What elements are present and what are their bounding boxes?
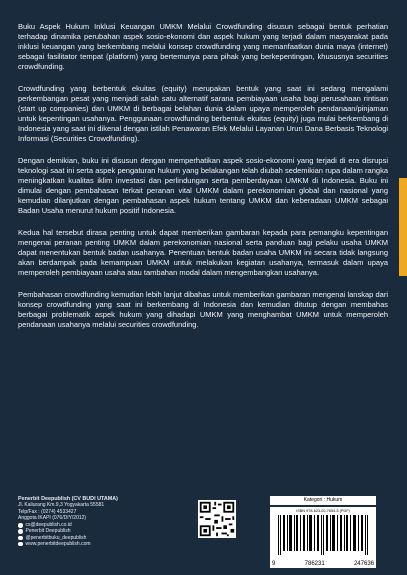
paragraph-2: Crowdfunding yang berbentuk ekuitas (equity) merupakan bentuk yang saat ini sedang mengalami perkembangan pesat yang menjadi salah satu alternatif sarana pembiayaan usaha bagi perusahaan rintisan (start up companies) dan UMKM di berbagai belahan dunia dalam upaya memperoleh pendanaan/pinjaman untuk kepentingan usahanya. Penggunaan crowdfunding berbentuk ekuitas (equity) juga mulai berkembang di Indonesia yang saat ini dikenal dengan istilah Penawaran Efek Melalui Layanan Urun Dana Berbasis Teknologi Informasi (Securities Crowdfunding).	[18, 84, 388, 143]
publisher-address: Jl. Kaliurang Km.9,3 Yogyakarta 55581	[18, 502, 105, 509]
web-icon	[18, 542, 23, 547]
social-email[interactable]: cs@deepublish.co.id	[18, 522, 168, 528]
publisher-member: Anggota IKAPI (076/DIY/2012)	[18, 514, 87, 521]
publisher-info	[18, 496, 168, 547]
instagram-icon	[18, 536, 23, 541]
isbn-text: ISBN 978-623-02-7654-5 (PDF)	[296, 509, 350, 513]
paragraph-4: Kedua hal tersebut dirasa penting untuk dapat memberikan gambaran kepada para pemangku kepentingan mengenai peranan penting UMKM dalam perekonomian nasional serta panduan bagi pelaku usaha UMKM dapat menentukan bentuk badan usahanya. Penentuan bentuk badan usaha UMKM ini secara tidak langsung akan berdampak pada kemampuan UMKM untuk melakukan kegiatan usahanya, termasuk dalam upaya memperoleh pembiayaan usaha atau tambahan modal dalam mengembangkan usahanya.	[18, 228, 388, 277]
back-cover-text	[18, 22, 388, 342]
social-facebook[interactable]: Penerbit Deepublish	[18, 528, 168, 534]
social-list	[18, 522, 168, 547]
social-web[interactable]: www.penerbitdeepublish.com	[18, 541, 168, 547]
social-instagram[interactable]: @penerbitbuku_deepublish	[18, 535, 168, 541]
publisher-name: Penerbit Deepublish (CV BUDI UTAMA)	[18, 496, 118, 502]
barcode-icon	[278, 515, 368, 555]
accent-bar	[399, 178, 407, 276]
qr-code-icon[interactable]	[198, 500, 236, 538]
isbn-barcode	[270, 507, 376, 568]
category-label: Kategori : Hukum	[270, 496, 376, 505]
paragraph-3: Dengan demikian, buku ini disusun dengan memperhatikan aspek sosio-ekonomi yang terjadi di era disrupsi teknologi saat ini serta aspek pengaturan hukum yang belakangan telah diubah sedemikian rupa dalam rangka meningkatkan kualitas iklim investasi dan perlindungan serta pemberdayaan UMKM di Indonesia. Buku ini dimulai dengan pembahasan terkait peranan vital UMKM dalam perekonomian global dan nasional yang kemudian dilanjutkan dengan pembahasan aspek hukum tentang UMKM dan keberadaan UMKM sebagai Badan Usaha menurut hukum positif Indonesia.	[18, 156, 388, 215]
publisher-phone: Telp/Fax : (0274) 4533427	[18, 508, 77, 515]
paragraph-5: Pembahasan crowdfunding kemudian lebih lanjut dibahas untuk memberikan gambaran mengenai lanskap dari konsep crowdfunding yang saat ini berkembang di Indonesia dan kemudian ditutup dengan membahas berbagai problematik aspek hukum yang dihadapi UMKM yang menghambat UMKM untuk memperoleh pendanaan usahanya melalui securities crowdfunding.	[18, 290, 388, 329]
footer	[18, 496, 398, 568]
paragraph-1: Buku Aspek Hukum Inklusi Keuangan UMKM Melalui Crowdfunding disusun sebagai bentuk perhatian terhadap dinamika perubahan aspek sosio-ekonomi dan aspek hukum yang terjadi dalam masyarakat pada inklusi keuangan yang berkembang melalui konsep crowdfunding yang memanfaatkan dunia maya (internet) sebagai fasilitator tempat (platform) yang bertemunya para pihak yang berkepentingan, khususnya securities crowdfunding.	[18, 22, 388, 71]
email-icon	[18, 523, 23, 528]
barcode-panel	[270, 496, 376, 568]
facebook-icon	[18, 529, 23, 534]
qr-code-graphic	[198, 500, 236, 538]
barcode-digits: 9 786231 247636	[272, 561, 374, 567]
